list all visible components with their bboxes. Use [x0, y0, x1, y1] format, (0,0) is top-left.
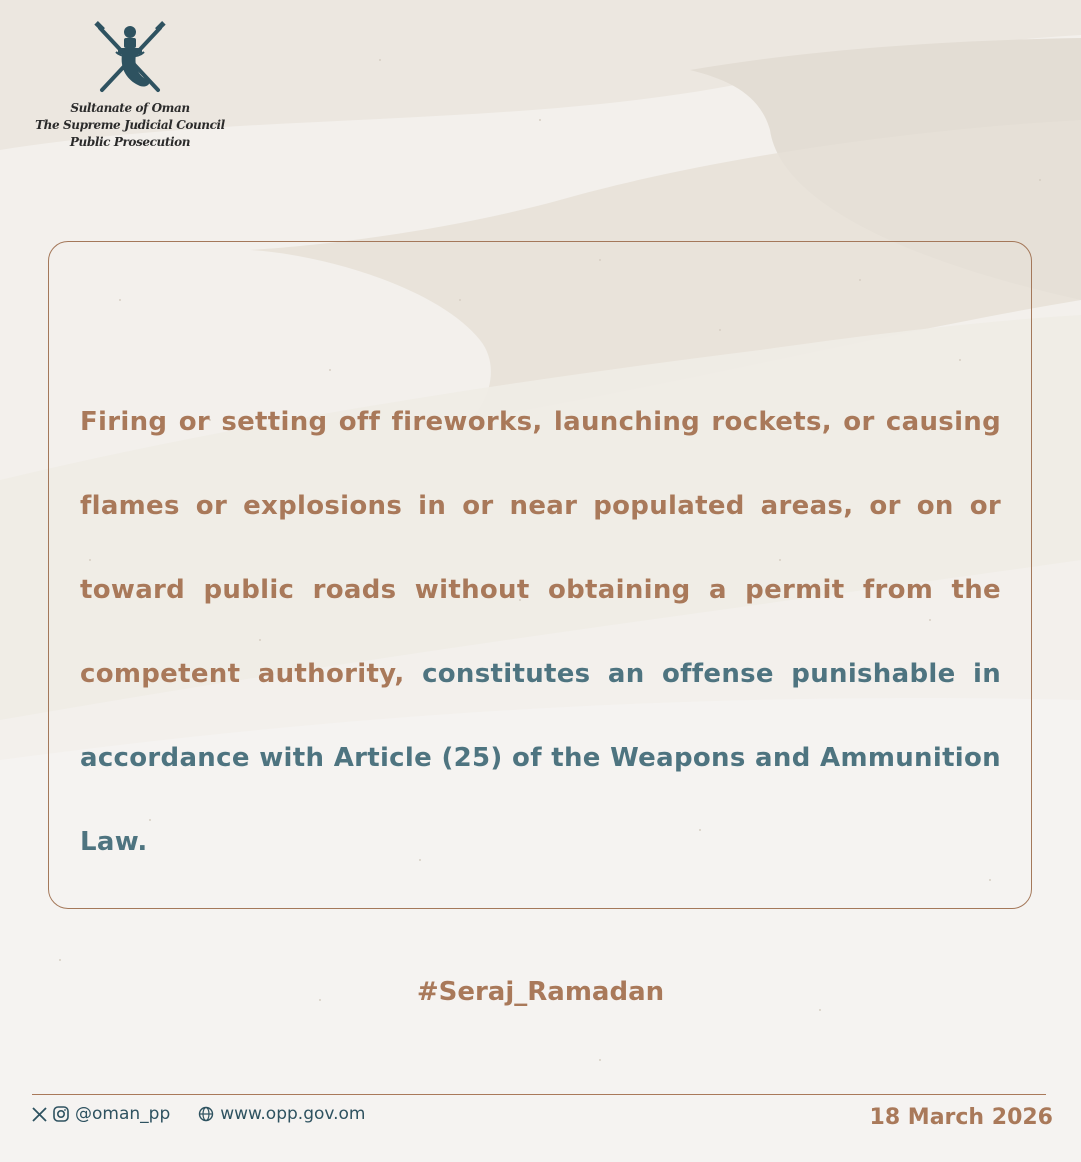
statement-part-copper: Firing or setting off fireworks, launching rockets, or causing flames or explosions in or near populated areas, or on or toward public roads without obtaining a permit from the competent authority, [80, 407, 1001, 689]
website-link[interactable]: www.opp.gov.om [220, 1104, 366, 1124]
hashtag[interactable]: #Seraj_Ramadan [416, 977, 665, 1007]
footer-divider [32, 1094, 1046, 1095]
instagram-icon[interactable] [53, 1106, 69, 1122]
logo-line-prosecution: Public Prosecution [69, 135, 191, 149]
logo-line-council: The Supreme Judicial Council [35, 118, 225, 132]
social-handle[interactable]: @oman_pp [75, 1104, 171, 1124]
globe-icon [198, 1106, 214, 1122]
organization-logo [30, 18, 230, 168]
post-date: 18 March 2026 [869, 1105, 1053, 1130]
logo-line-country: Sultanate of Oman [70, 101, 190, 115]
legal-statement [80, 380, 1001, 884]
footer-contacts [32, 1102, 366, 1126]
x-icon[interactable] [32, 1107, 47, 1122]
oman-khanjar-emblem-icon [90, 18, 170, 100]
statement-part-highlight: constitutes an offense punishable in accordance with Article (25) of the Weapons and Ammunition Law. [80, 659, 1001, 857]
